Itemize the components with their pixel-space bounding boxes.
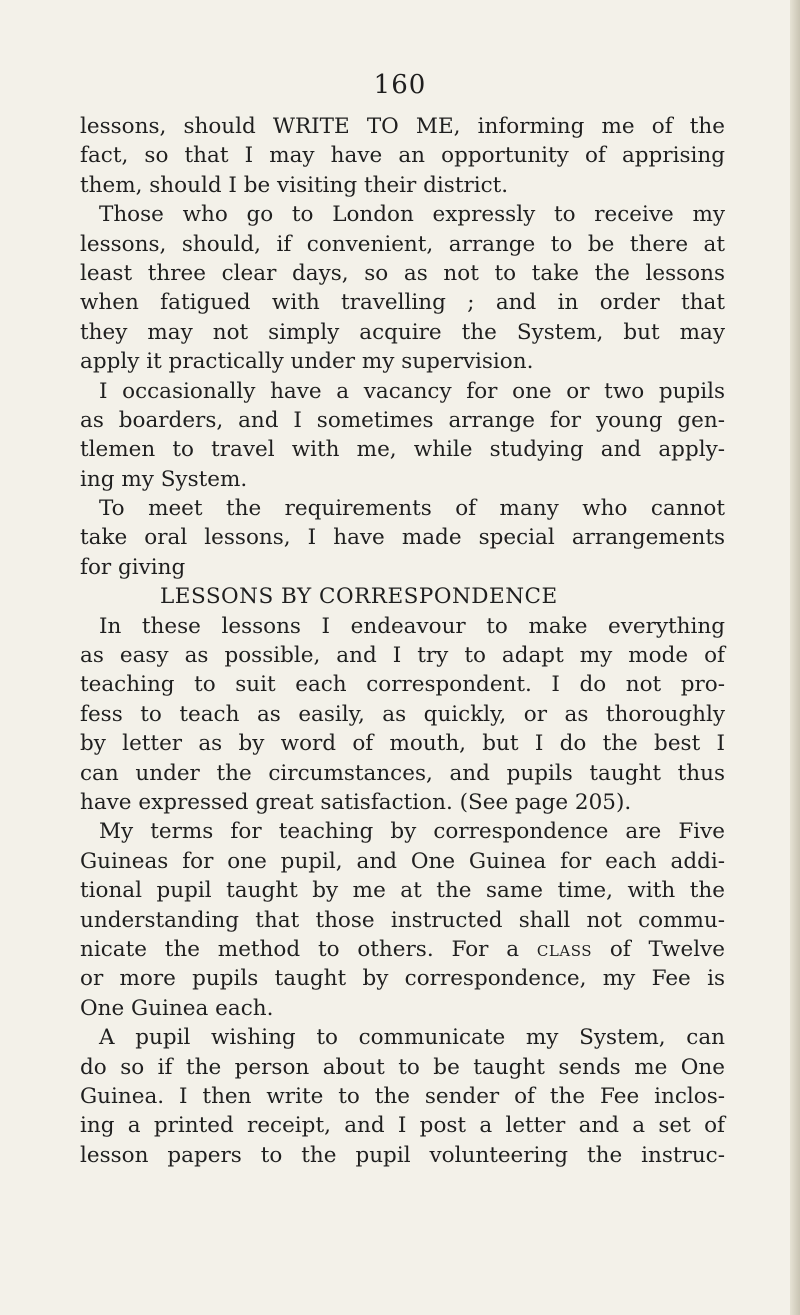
text-line: as easy as possible, and I try to adapt my mode of — [80, 643, 725, 669]
text-line: To meet the requirements of many who cannot — [99, 496, 725, 522]
text-line: understanding that those instructed shall not commu- — [80, 907, 725, 933]
text-line: ing a printed receipt, and I post a letter and a set of — [80, 1113, 725, 1139]
text-line: lesson papers to the pupil volunteering the instruc- — [80, 1142, 725, 1168]
text-line: fact, so that I may have an opportunity of apprising — [80, 143, 725, 169]
text-line: Guineas for one pupil, and One Guinea for each addi- — [80, 848, 725, 874]
text-line: when fatigued with travelling ; and in order that — [80, 290, 725, 316]
small-caps-word: CLASS — [536, 941, 592, 960]
text-line: My terms for teaching by correspondence are Five — [99, 819, 725, 845]
page-edge — [790, 0, 800, 1315]
text-line: take oral lessons, I have made special arrangements — [80, 525, 725, 551]
text-line: fess to teach as easily, as quickly, or as thoroughly — [80, 701, 725, 727]
text-line: lessons, should WRITE TO ME, informing me of the — [80, 114, 725, 139]
text-line: Guinea. I then write to the sender of the Fee inclos- — [80, 1083, 725, 1109]
text-line: them, should I be visiting their district. — [80, 172, 509, 198]
text-line: by letter as by word of mouth, but I do the best I — [80, 731, 725, 757]
text-line: ing my System. — [80, 466, 248, 492]
text-line: can under the circumstances, and pupils taught thus — [80, 760, 725, 786]
text-line: lessons, should, if convenient, arrange to be there at — [80, 231, 725, 257]
text-line: as boarders, and I sometimes arrange for young gen- — [80, 407, 725, 433]
text-line: or more pupils taught by correspondence, my Fee is — [80, 966, 725, 992]
text-line: apply it practically under my supervision. — [80, 349, 534, 375]
text-line: I occasionally have a vacancy for one or two pupils — [99, 378, 725, 404]
page-number: 160 — [373, 70, 427, 100]
text-line: have expressed great satisfaction. (See page 205). — [80, 789, 632, 815]
text-line: A pupil wishing to communicate my System, can — [99, 1025, 725, 1051]
text-line: One Guinea each. — [80, 995, 274, 1021]
text-line: Those who go to London expressly to receive my — [99, 202, 725, 228]
body-text — [80, 112, 725, 1170]
section-heading: LESSONS BY CORRESPONDENCE — [160, 584, 558, 610]
text-fragment: of Twelve — [609, 936, 725, 962]
text-line: teaching to suit each correspondent. I do not pro- — [80, 672, 725, 698]
text-line: do so if the person about to be taught sends me One — [80, 1054, 725, 1080]
text-line: least three clear days, so as not to take the lessons — [80, 260, 725, 286]
text-line: for giving — [80, 554, 186, 580]
text-line: they may not simply acquire the System, but may — [80, 319, 725, 345]
text-line: In these lessons I endeavour to make everything — [99, 613, 725, 639]
text-line — [80, 935, 725, 964]
text-line: tlemen to travel with me, while studying and apply- — [80, 437, 725, 463]
text-line: tional pupil taught by me at the same time, with the — [80, 878, 725, 904]
text-fragment: nicate the method to others. For a — [80, 936, 520, 962]
